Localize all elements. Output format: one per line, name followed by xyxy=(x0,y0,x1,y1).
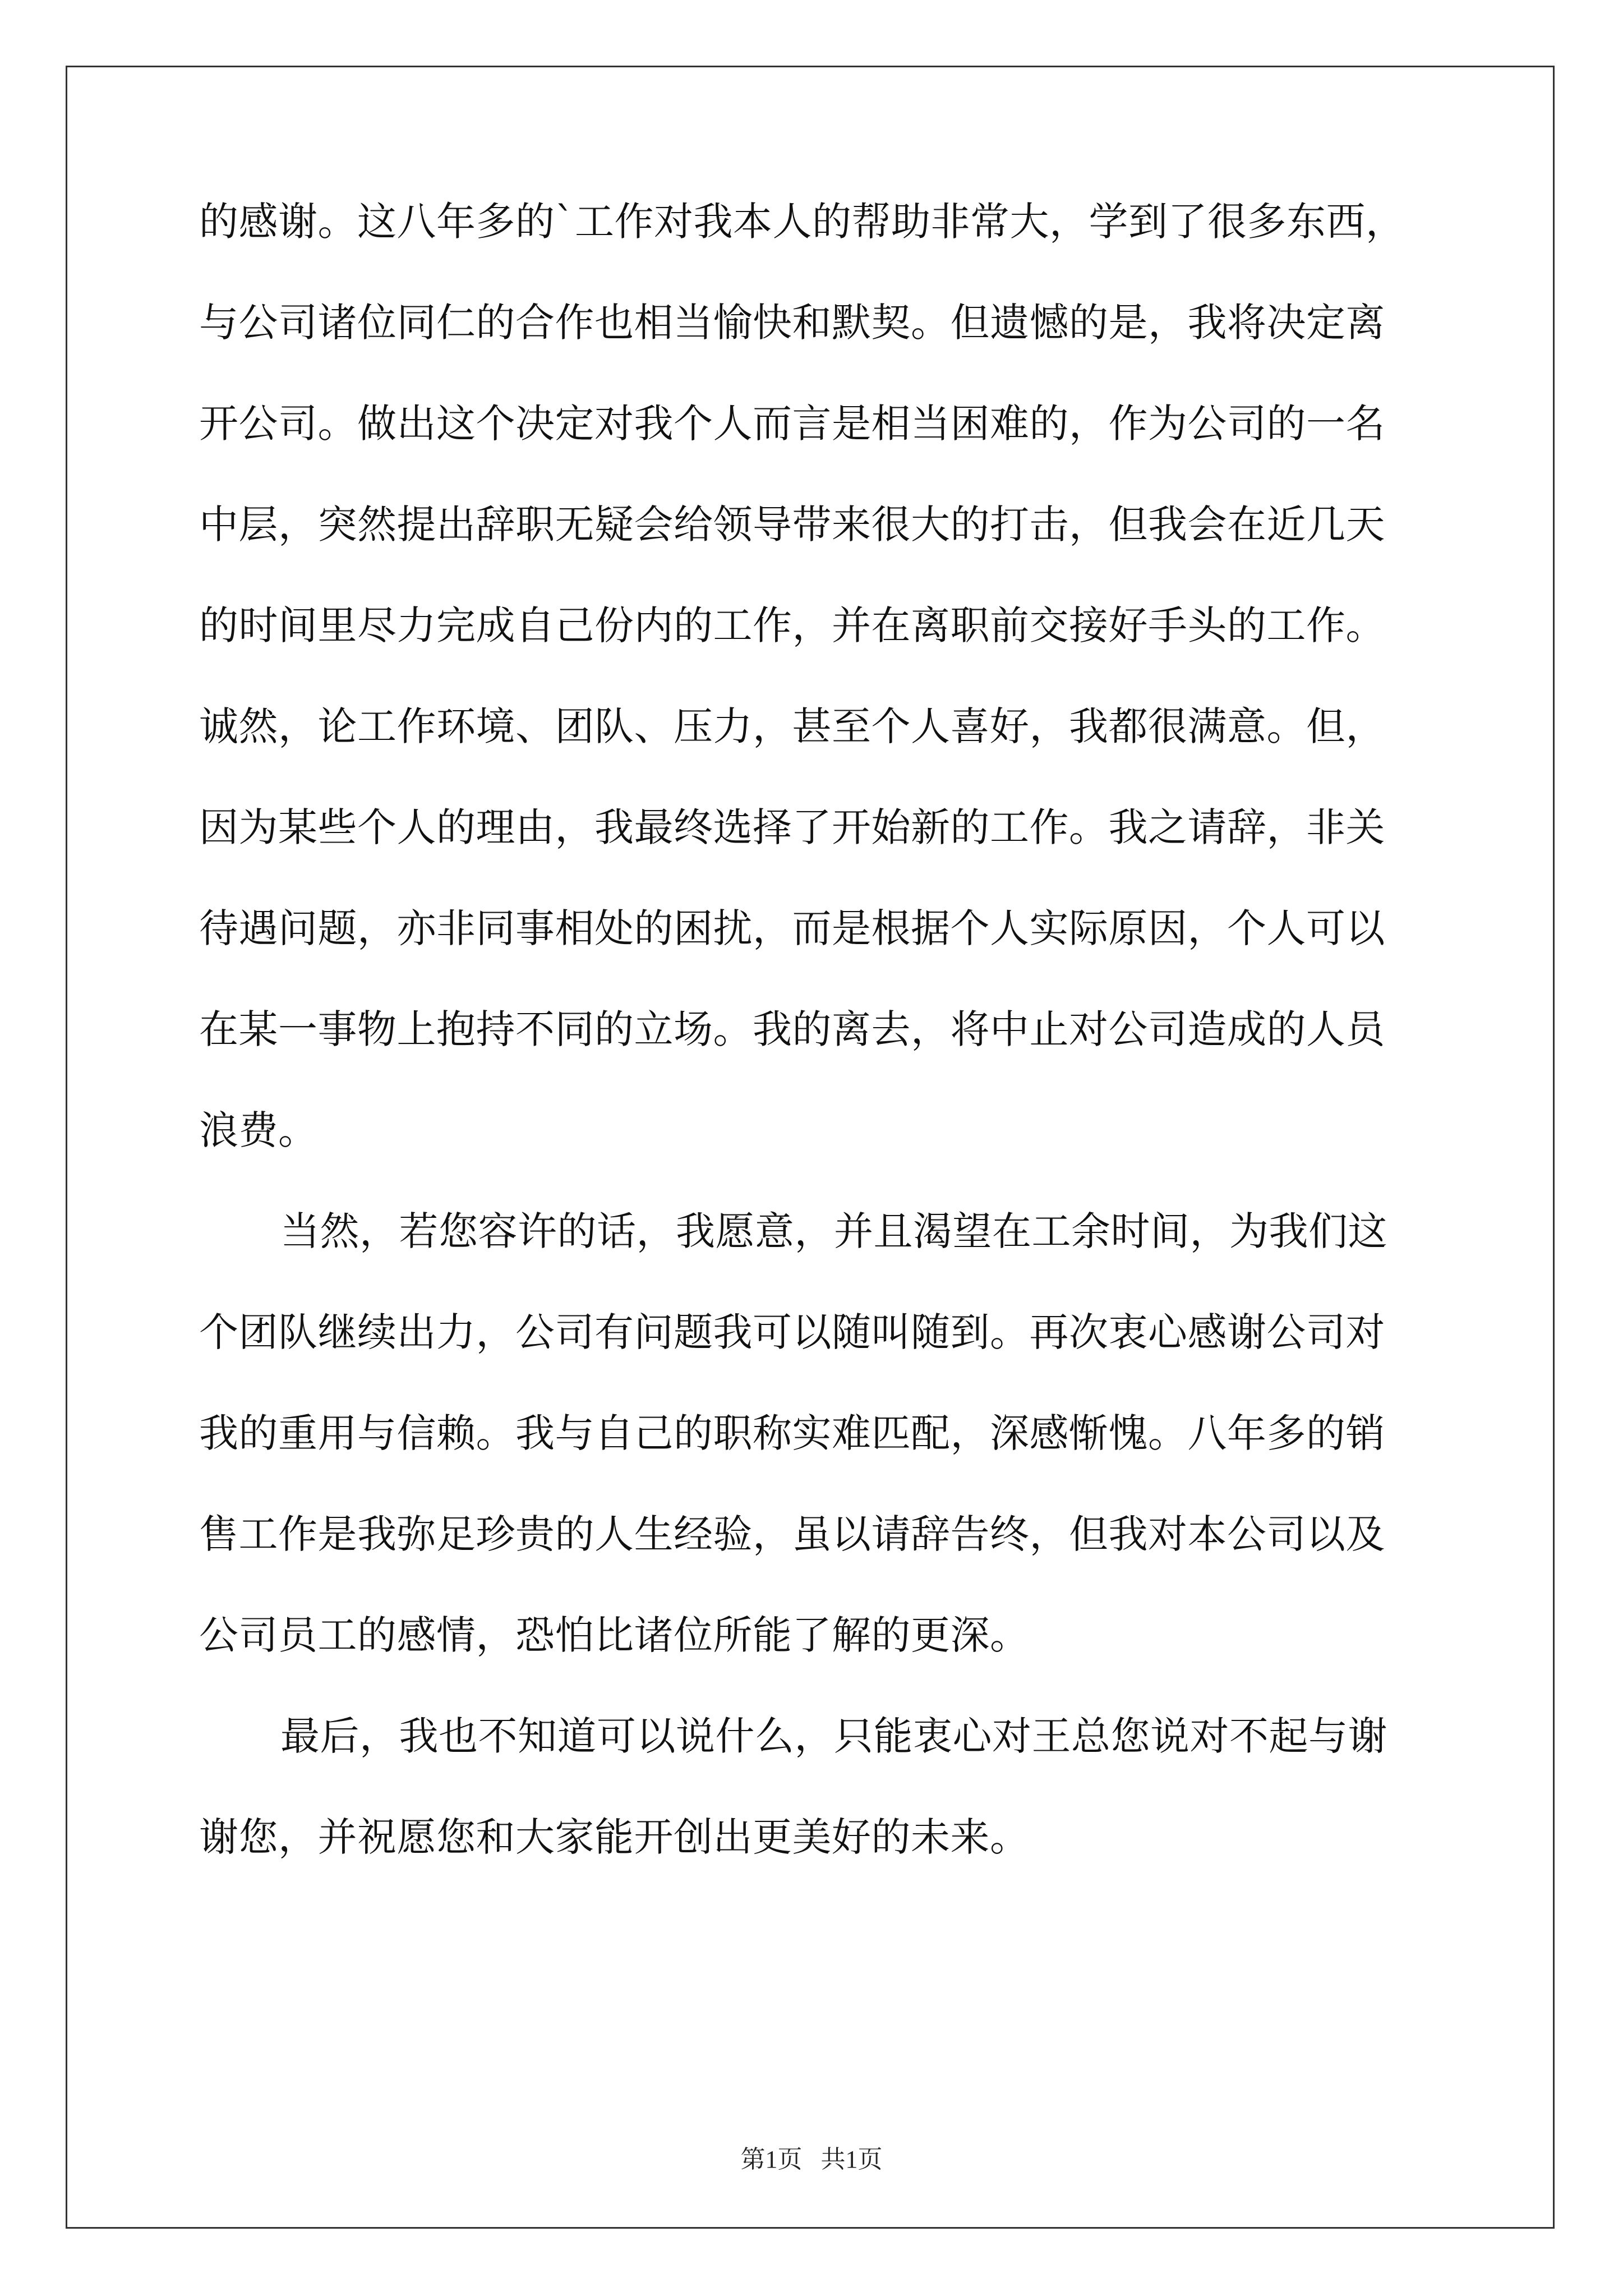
text-line: 诚然，论工作环境、团队、压力，甚至个人喜好，我都很满意。但， xyxy=(199,703,1385,749)
text-line: 中层，突然提出辞职无疑会给领导带来很大的打击，但我会在近几天 xyxy=(199,501,1385,547)
text-line: 的时间里尽力完成自己份内的工作，并在离职前交接好手头的工作。 xyxy=(199,602,1385,648)
text-line: 待遇问题，亦非同事相处的困扰，而是根据个人实际原因，个人可以 xyxy=(199,905,1385,951)
text-line: 与公司诸位同仁的合作也相当愉快和默契。但遗憾的是，我将决定离 xyxy=(199,300,1385,346)
text-line: 的感谢。这八年多的`工作对我本人的帮助非常大，学到了很多东西， xyxy=(199,199,1405,245)
text-line: 因为某些个人的理由，我最终选择了开始新的工作。我之请辞，非关 xyxy=(199,804,1385,850)
text-line: 我的重用与信赖。我与自己的职称实难匹配，深感惭愧。八年多的销 xyxy=(199,1410,1385,1456)
paragraph-first-line: 最后，我也不知道可以说什么，只能衷心对王总您说对不起与谢 xyxy=(280,1713,1387,1759)
text-line: 浪费。 xyxy=(199,1107,318,1153)
text-line: 个团队继续出力，公司有问题我可以随叫随到。再次衷心感谢公司对 xyxy=(199,1309,1385,1355)
page-number-footer: 第1页 共1页 xyxy=(740,2146,883,2173)
text-line: 公司员工的感情，恐怕比诸位所能了解的更深。 xyxy=(199,1612,1030,1658)
text-line: 在某一事物上抱持不同的立场。我的离去，将中止对公司造成的人员 xyxy=(199,1006,1385,1052)
text-line: 售工作是我弥足珍贵的人生经验，虽以请辞告终，但我对本公司以及 xyxy=(199,1511,1385,1557)
text-line: 开公司。做出这个决定对我个人而言是相当困难的，作为公司的一名 xyxy=(199,401,1385,447)
paragraph-first-line: 当然，若您容许的话，我愿意，并且渴望在工余时间，为我们这 xyxy=(280,1208,1387,1254)
text-line: 谢您，并祝愿您和大家能开创出更美好的未来。 xyxy=(199,1814,1030,1860)
